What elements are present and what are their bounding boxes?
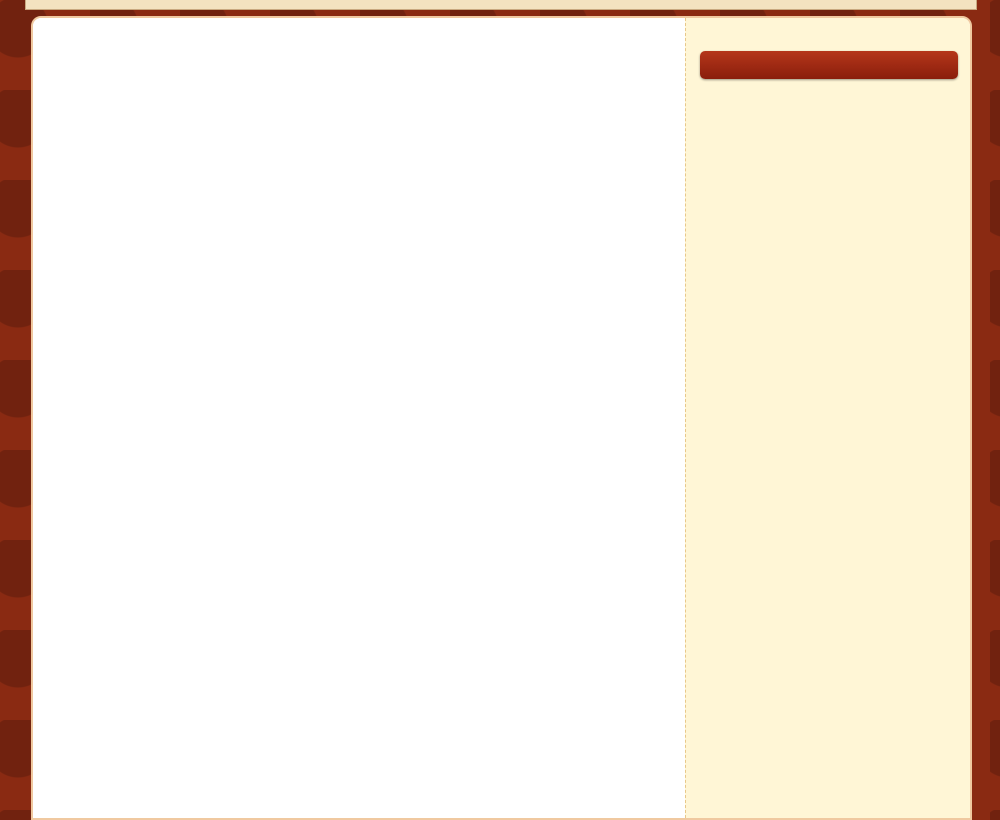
top-bar <box>25 0 977 10</box>
main-content <box>33 18 685 818</box>
browse-menu-header <box>700 51 958 79</box>
content-frame <box>31 16 972 820</box>
sidebar <box>685 18 971 818</box>
